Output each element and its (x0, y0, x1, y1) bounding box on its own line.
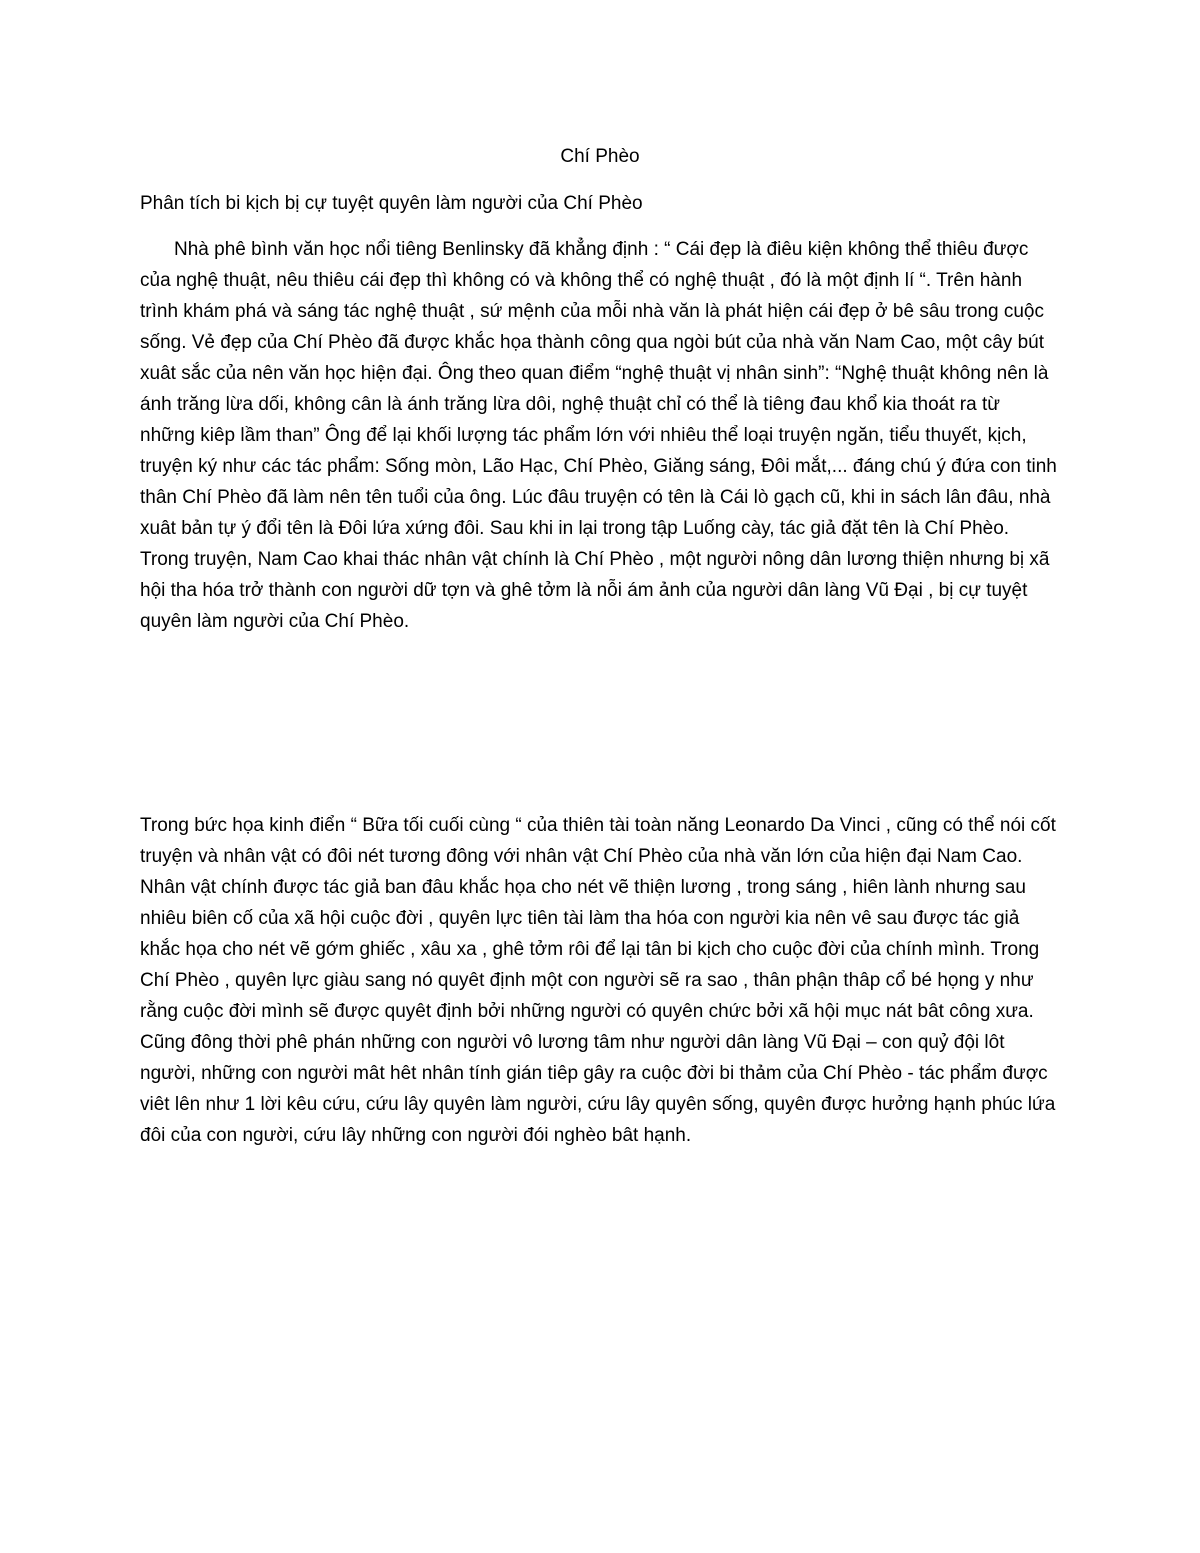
document-title: Chí Phèo (560, 146, 640, 167)
paragraph-intro: Nhà phê bình văn học nổi tiêng Benlinsky đã khẳng định : “ Cái đẹp là điêu kiện không thể thiêu được của nghệ thuật, nêu thiêu cái đẹp thì không có và không thể có nghệ thuật , đó là một định lí “. Trên hành trình khám phá và sáng tác nghệ thuật , sứ mệnh của mỗi nhà văn là phát hiện cái đẹp ở bê sâu trong cuộc sống. Vẻ đẹp của Chí Phèo đã được khắc họa thành công qua ngòi bút của nhà văn Nam Cao, một cây bút xuât sắc của nên văn học hiện đại. Ông theo quan điểm “nghệ thuật vị nhân sinh”: “Nghệ thuật không nên là ánh trăng lừa dối, không cân là ánh trăng lừa dôi, nghệ thuật chỉ có thể là tiêng đau khổ kia thoát ra từ những kiêp lầm than” Ông để lại khối lượng tác phẩm lớn với nhiêu thể loại truyện ngăn, tiểu thuyết, kịch, truyện ký như các tác phẩm: Sống mòn, Lão Hạc, Chí Phèo, Giăng sáng, Đôi mắt,... đáng chú ý đứa con tinh thân Chí Phèo đã làm nên tên tuổi của ông. Lúc đâu truyện có tên là Cái lò gạch cũ, khi in sách lân đâu, nhà xuât bản tự ý đổi tên là Đôi lứa xứng đôi. Sau khi in lại trong tập Luống cày, tác giả đặt tên là Chí Phèo. Trong truyện, Nam Cao khai thác nhân vật chính là Chí Phèo , một người nông dân lương thiện nhưng bị xã hội tha hóa trở thành con người dữ tợn và ghê tởm là nỗi ám ảnh của người dân làng Vũ Đại , bị cự tuyệt quyên làm người của Chí Phèo. (140, 239, 1057, 632)
paragraph-body: Trong bức họa kinh điển “ Bữa tối cuối cùng “ của thiên tài toàn năng Leonardo Da Vinci , cũng có thể nói cốt truyện và nhân vật có đôi nét tương đông với nhân vật Chí Phèo của nhà văn lớn của hiện đại Nam Cao. Nhân vật chính được tác giả ban đâu khắc họa cho nét vẽ thiện lương , trong sáng , hiên lành nhưng sau nhiêu biên cố của xã hội cuộc đời , quyên lực tiên tài làm tha hóa con người kia nên vê sau được tác giả khắc họa cho nét vẽ gớm ghiếc , xâu xa , ghê tởm rôi để lại tân bi kịch cho cuộc đời của chính mình. Trong Chí Phèo , quyên lực giàu sang nó quyêt định một con người sẽ ra sao , thân phận thâp cổ bé họng y như rằng cuộc đời mình sẽ được quyêt định bởi những người có quyên chức bởi xã hội mục nát bât công xưa. Cũng đông thời phê phán những con người vô lương tâm như người dân làng Vũ Đại – con quỷ đội lôt người, những con người mât hêt nhân tính gián tiêp gây ra cuộc đời bi thảm của Chí Phèo - tác phẩm được viêt lên như 1 lời kêu cứu, cứu lây quyên làm người, cứu lây quyên sống, quyên được hưởng hạnh phúc lứa đôi của con người, cứu lây những con người đói nghèo bât hạnh. (140, 815, 1056, 1146)
document-subtitle: Phân tích bi kịch bị cự tuyệt quyên làm người của Chí Phèo (140, 193, 643, 214)
